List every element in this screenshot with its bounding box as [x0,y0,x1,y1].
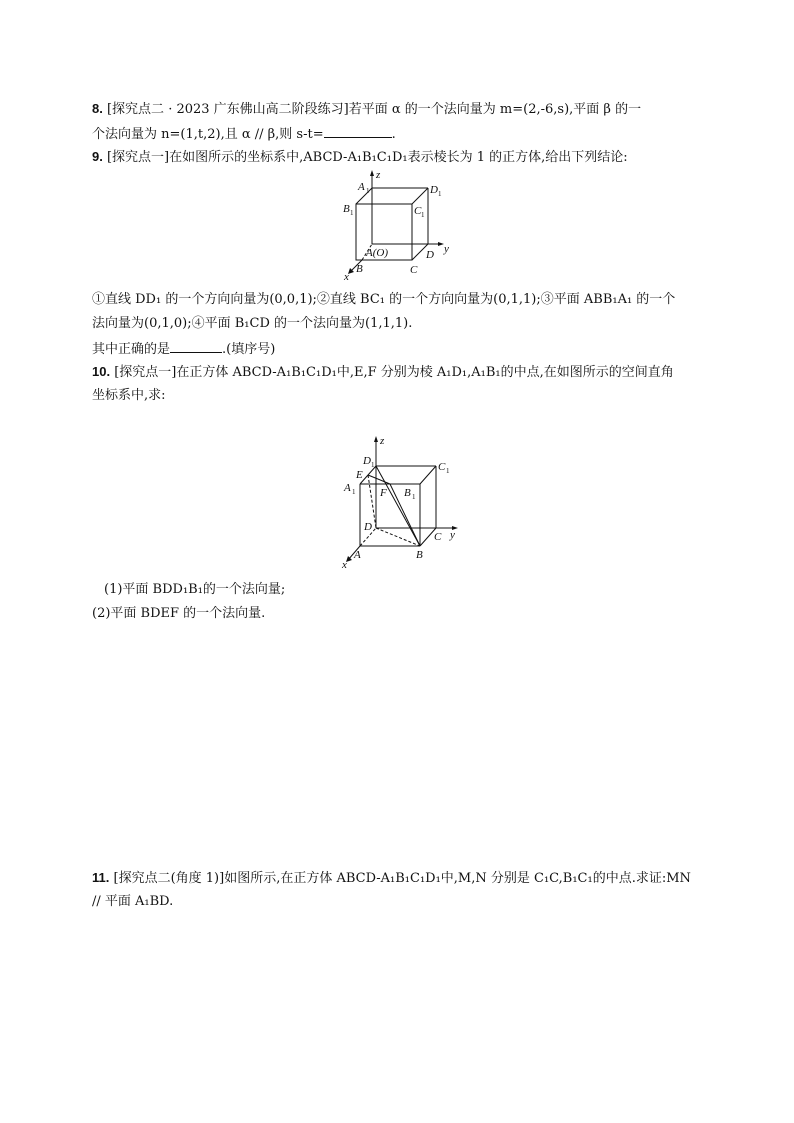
q10-label-b1: B [404,487,411,499]
q9-label-b1: B [343,203,350,215]
q10-label-c: C [434,531,442,543]
q9-label-d: D [426,249,434,261]
q11-line2 [92,893,173,911]
q10-part1-text: (1)平面 BDD₁B₁的一个法向量; [104,582,286,597]
q10-edge-b1c1 [420,466,436,484]
q9-answer-suffix: .(填序号) [222,342,276,357]
q9-sub-c1: 1 [421,211,425,219]
q11-number: 11. [92,870,110,885]
q8-text-1: [探究点二 · 2023 广东佛山高二阶段练习]若平面 α 的一个法向量为 m=(2,-6,s),平面 β 的一 [106,102,642,117]
q10-label-x: x [342,559,347,571]
q10-label-a1: A [344,482,351,494]
q11-text-2: // 平面 A₁BD. [92,894,174,909]
q10-sub-b1: 1 [412,493,416,501]
q10-sub-a1: 1 [352,488,356,496]
q9-answer-line [92,339,275,359]
q10-line2 [92,387,166,405]
q10-segment-db-hidden [376,528,420,546]
q10-part2 [92,605,265,623]
q10-cube-figure [330,434,470,570]
q10-label-d: D [364,521,372,533]
q9-sub-d1: 1 [438,190,442,198]
q10-segment-ef [368,475,390,484]
q10-part2-text: (2)平面 BDEF 的一个法向量. [92,606,266,621]
q11-text-1: [探究点二(角度 1)]如图所示,在正方体 ABCD-A₁B₁C₁D₁中,M,N 分别是 C₁C,B₁C₁的中点.求证:MN [113,871,691,886]
q9-answer-prefix: 其中正确的是 [92,342,171,357]
q8-number: 8. [92,101,103,116]
q10-segment-d1b [376,466,420,546]
q10-part1 [104,581,285,599]
q10-line1 [92,363,674,382]
q9-stmt2 [92,315,412,333]
q9-label-c: C [410,264,418,276]
q8-answer-blank[interactable] [324,124,392,138]
q9-text-1: [探究点一]在如图所示的坐标系中,ABCD-A₁B₁C₁D₁表示棱长为 1 的正方体,给出下列结论: [106,150,628,165]
q9-label-ao: A(O) [366,247,388,259]
q9-statements-2: 法向量为(0,1,0);④平面 B₁CD 的一个法向量为(1,1,1). [92,316,413,331]
q9-sub-a1: 1 [366,187,370,195]
q10-text-1: [探究点一]在正方体 ABCD-A₁B₁C₁D₁中,E,F 分别为棱 A₁D₁,A₁B₁的中点,在如图所示的空间直角 [114,365,674,380]
q8-line1 [92,100,641,119]
q10-label-z: z [380,435,385,447]
q9-sub-b1: 1 [350,209,354,217]
q9-label-b: B [356,263,363,275]
q10-label-b: B [416,549,423,561]
q10-label-d1: D [363,455,371,467]
q9-label-y: y [444,243,449,255]
q9-number: 9. [92,149,103,164]
q10-z-arrow [374,436,378,442]
q9-cube-figure [330,168,460,283]
q9-label-x: x [344,271,349,283]
q10-sub-d1: 1 [371,461,375,469]
q9-answer-blank[interactable] [170,339,222,353]
q9-z-arrow [370,170,374,176]
q10-number: 10. [92,364,111,379]
q8-line2 [92,124,396,144]
q8-text-3: . [391,127,396,142]
q10-label-y: y [450,529,455,541]
q9-line1 [92,148,628,167]
q9-label-a1: A [358,181,365,193]
q10-label-a: A [354,549,361,561]
q9-label-c1: C [414,205,422,217]
q9-label-d1: D [430,184,438,196]
q9-stmt1 [92,291,675,309]
q10-sub-c1: 1 [446,467,450,475]
q10-label-c1: C [438,461,446,473]
q10-label-e: E [356,469,363,481]
q10-label-f: F [380,487,387,499]
q11-line1 [92,869,691,888]
q8-text-2: 个法向量为 n=(1,t,2),且 α // β,则 s-t= [92,127,324,142]
q9-edge-c1d1 [412,188,428,204]
q9-statements-1: ①直线 DD₁ 的一个方向向量为(0,0,1);②直线 BC₁ 的一个方向向量为(0,1,1);③平面 ABB₁A₁ 的一个 [92,292,676,307]
q10-text-2: 坐标系中,求: [92,388,166,403]
q9-label-z: z [376,169,381,181]
